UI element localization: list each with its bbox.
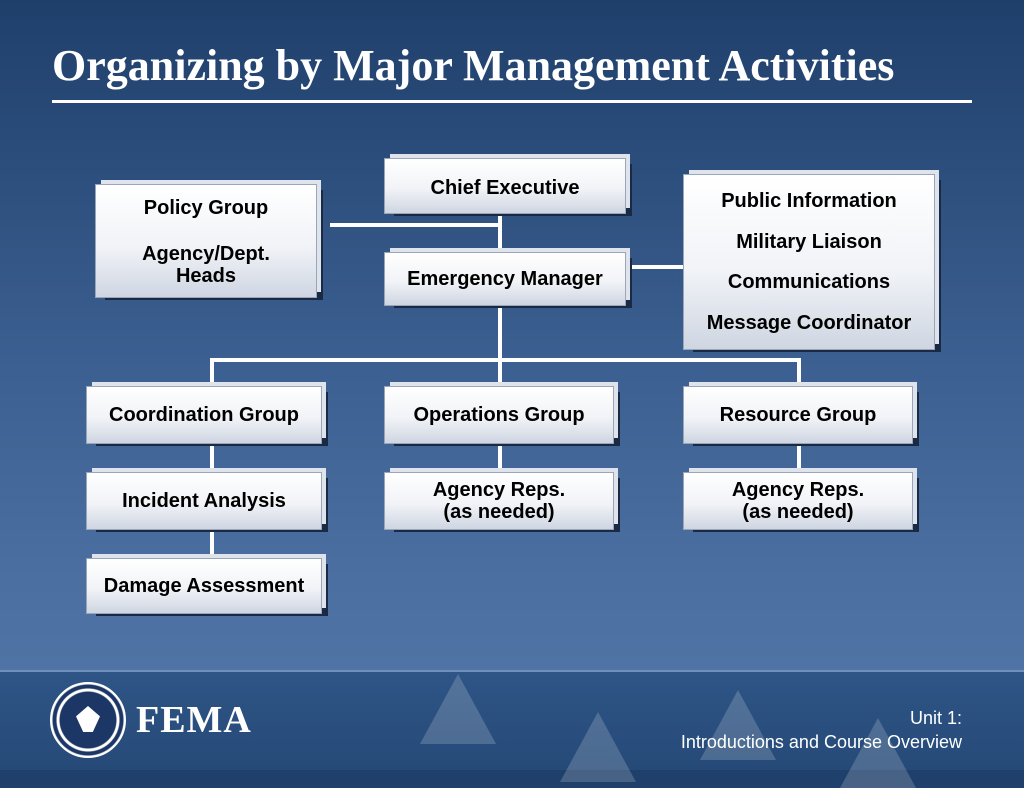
unit-title: Introductions and Course Overview xyxy=(680,732,962,752)
resource-group-label: Resource Group xyxy=(719,404,877,426)
staff-communications: Communications xyxy=(727,271,891,294)
connector-to-coordination xyxy=(210,358,214,386)
emergency-manager-label: Emergency Manager xyxy=(407,268,603,290)
unit-number: Unit 1: xyxy=(909,708,962,728)
chief-executive-label: Chief Executive xyxy=(430,177,580,199)
damage-assessment-label: Damage Assessment xyxy=(103,575,305,597)
staff-functions-box xyxy=(683,174,935,350)
fema-logo: FEMA xyxy=(136,699,252,741)
agency-reps-resource-box xyxy=(683,472,913,530)
incident-analysis-box xyxy=(86,472,322,530)
emergency-manager-box xyxy=(384,252,626,306)
policy-group-sub2: Heads xyxy=(175,265,237,287)
connector-ops-to-reps xyxy=(498,444,502,472)
connector-horizontal-bar xyxy=(210,358,801,362)
agency-reps-res-line2: (as needed) xyxy=(742,501,854,523)
chief-executive-box xyxy=(384,158,626,214)
incident-analysis-label: Incident Analysis xyxy=(122,490,286,512)
operations-group-label: Operations Group xyxy=(413,404,585,426)
staff-public-information: Public Information xyxy=(721,190,897,213)
connector-res-to-reps xyxy=(797,444,801,472)
connector-to-resource xyxy=(797,358,801,386)
agency-reps-operations-box xyxy=(384,472,614,530)
connector-incident-to-damage xyxy=(210,530,214,558)
agency-reps-res-line1: Agency Reps. xyxy=(731,479,865,501)
policy-group-box xyxy=(95,184,317,298)
operations-group-box xyxy=(384,386,614,444)
resource-group-box xyxy=(683,386,913,444)
connector-policy-to-trunk xyxy=(330,223,500,227)
connector-chief-to-em xyxy=(498,214,502,252)
staff-message-coordinator: Message Coordinator xyxy=(706,311,912,334)
policy-group-sub1: Agency/Dept. xyxy=(142,243,270,265)
connector-em-to-staff xyxy=(632,265,684,269)
damage-assessment-box xyxy=(86,558,322,614)
policy-group-label: Policy Group xyxy=(143,197,269,219)
agency-reps-ops-line2: (as needed) xyxy=(443,501,555,523)
coordination-group-label: Coordination Group xyxy=(109,404,299,426)
unit-caption xyxy=(681,706,962,754)
agency-reps-ops-line1: Agency Reps. xyxy=(432,479,566,501)
connector-em-down xyxy=(498,306,502,386)
star-decoration-icon xyxy=(420,674,496,744)
staff-military-liaison: Military Liaison xyxy=(736,230,882,253)
coordination-group-box xyxy=(86,386,322,444)
star-decoration-icon xyxy=(560,712,636,782)
title-underline xyxy=(52,100,972,103)
slide-title: Organizing by Major Management Activities xyxy=(52,41,895,90)
connector-coord-to-incident xyxy=(210,444,214,472)
